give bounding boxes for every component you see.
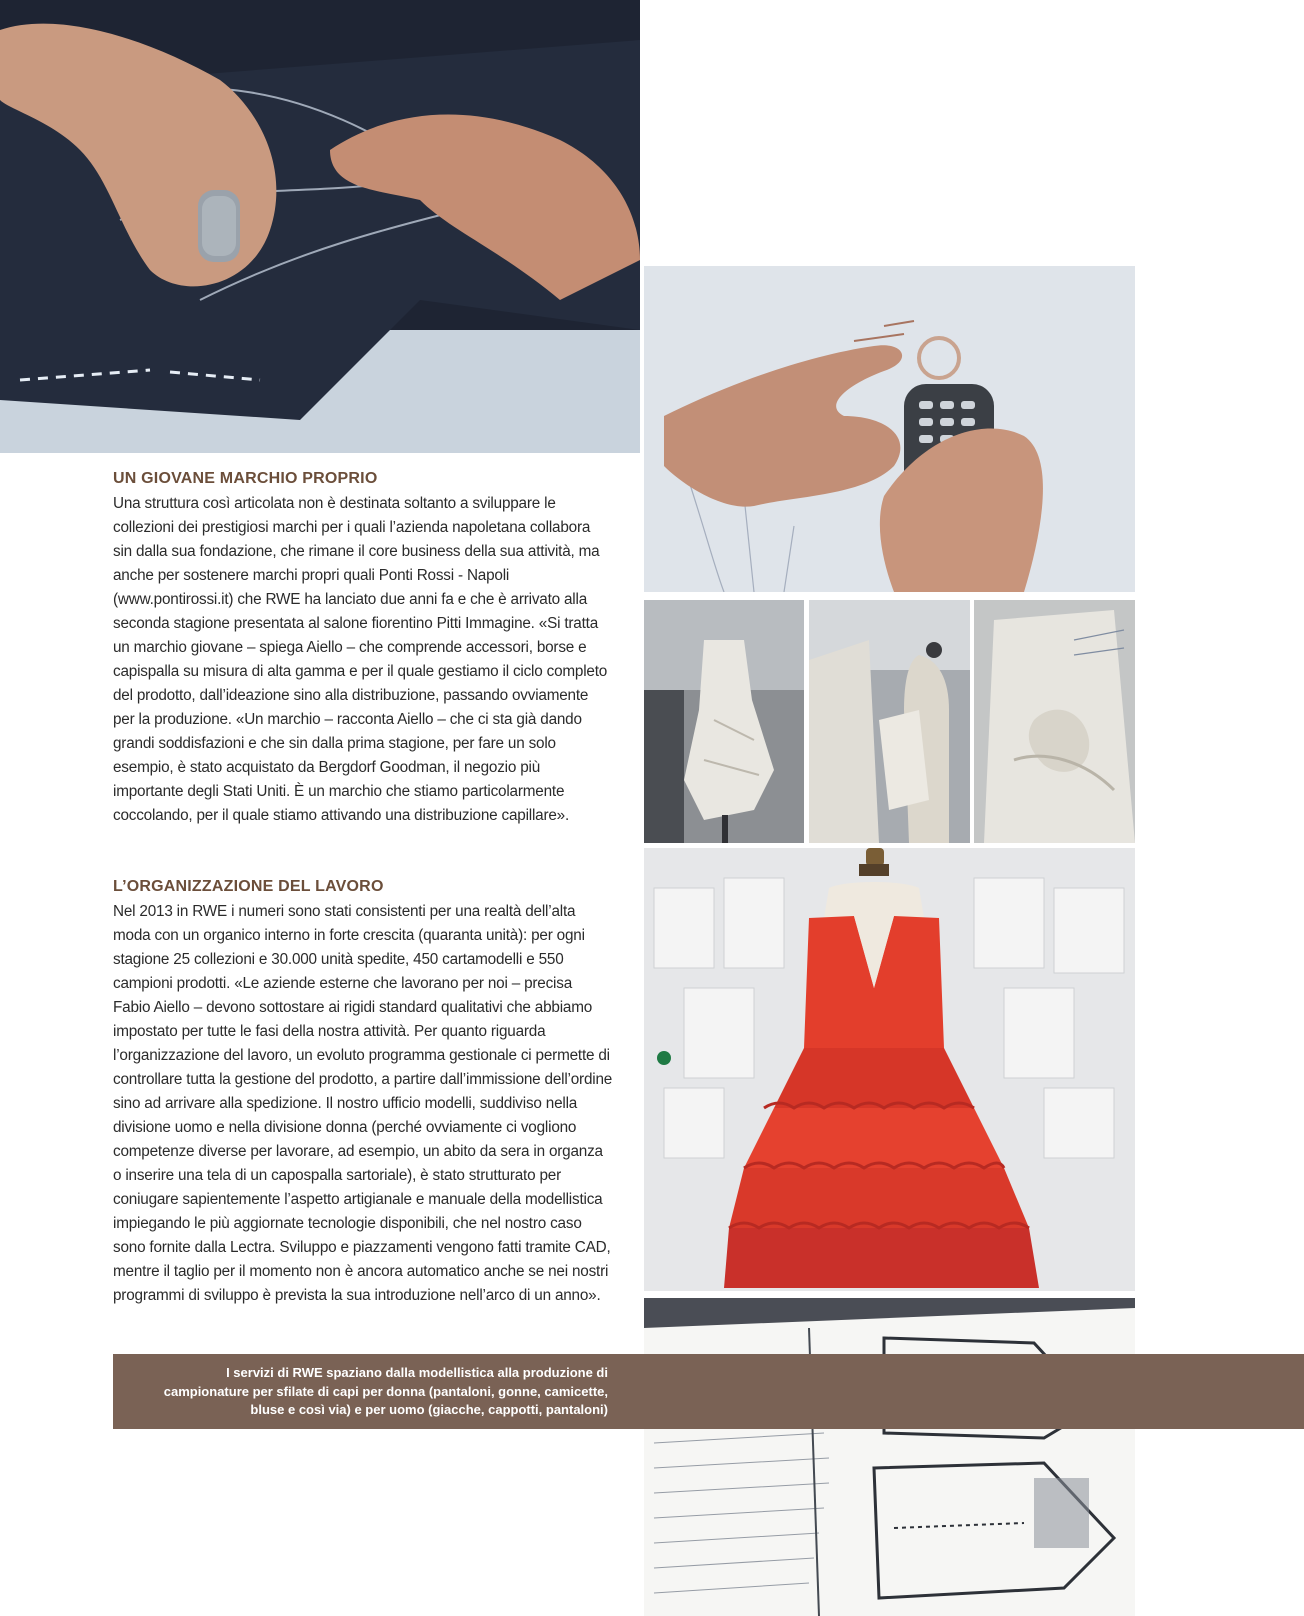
section-body: Nel 2013 in RWE i numeri sono stati consistenti per una realtà dell’alta moda con un organico interno in forte crescita (quaranta unità): per ogni stagione 25 collezioni e 30.000 unità spedite, 450 cartamodelli e 550 campioni prodotti. «Le aziende esterne che lavorano per noi – precisa Fabio Aiello – devono sottostare ai rigidi standard qualitativi che abbiamo impostato per tutte le fasi della nostra attività. Per quanto riguarda l’organizzazione del lavoro, un evoluto programma gestionale ci permette di controllare tutta la gestione del prodotto, a partire dall’immissione dell’ordine sino ad arrivare alla spedizione. Il nostro ufficio modelli, suddiviso nella divisione uomo e nella divisione donna (perché ovviamente ci vogliono competenze diverse per lavorare, ad esempio, un abito da sera in organza o inserire una tela di un capospalla sartoriale), è stato strutturato per coniugare sapientemente l’aspetto artigianale e manuale della modellistica impiegando le più aggiornate tecnologie disponibili, che nel nostro caso sono fornite dalla Lectra. Sviluppo e piazzamenti vengono fatti tramite CAD, mentre il taglio per il momento non è ancora automatico anche se nei nostri programmi di sviluppo è prevista la sua introduzione nell’arco di un anno».: [113, 903, 613, 1304]
photo-red-dress: [644, 848, 1135, 1291]
photo-mannequin-draping-3: [974, 600, 1135, 843]
section-heading: UN GIOVANE MARCHIO PROPRIO: [113, 470, 378, 487]
photo-cad-digitizer: [644, 266, 1135, 592]
photo-mannequin-draping-2: [809, 600, 970, 843]
section-heading: L’ORGANIZZAZIONE DEL LAVORO: [113, 878, 384, 895]
article-section-organization: [113, 878, 613, 1308]
photo-hand-sewing: [0, 0, 640, 453]
photo-jacket-pattern-sketch: [644, 1298, 1135, 1616]
photo-mannequin-draping-1: [644, 600, 804, 843]
article-section-brand: [113, 470, 613, 828]
section-body: Una struttura così articolata non è destinata soltanto a sviluppare le collezioni dei prestigiosi marchi per i quali l’azienda napoletana collabora sin dalla sua fondazione, che rimane il core business della sua attività, ma anche per sostenere marchi propri quali Ponti Rossi - Napoli (www.pontirossi.it) che RWE ha lanciato due anni fa e che è arrivato alla seconda stagione presentata al salone fiorentino Pitti Immagine. «Si tratta un marchio giovane – spiega Aiello – che comprende accessori, borse e capispalla su misura di alta gamma e per il quale gestiamo il ciclo completo del prodotto, dall’ideazione sino alla distribuzione, passando ovviamente per la produzione. «Un marchio – racconta Aiello – che ci sta già dando grandi soddisfazioni e che sin dalla prima stagione, per fare un solo esempio, è stato acquistato da Bergdorf Goodman, il negozio più importante degli Stati Uniti. È un marchio che stiamo particolarmente coccolando, per il quale stiamo attivando una distribuzione capillare».: [113, 495, 608, 824]
photo-caption: I servizi di RWE spaziano dalla modellistica alla produzione di campionature per sfilate di capi per donna (pantaloni, gonne, camicette, bluse e così via) e per uomo (giacche, cappotti, pantaloni): [163, 1365, 608, 1417]
